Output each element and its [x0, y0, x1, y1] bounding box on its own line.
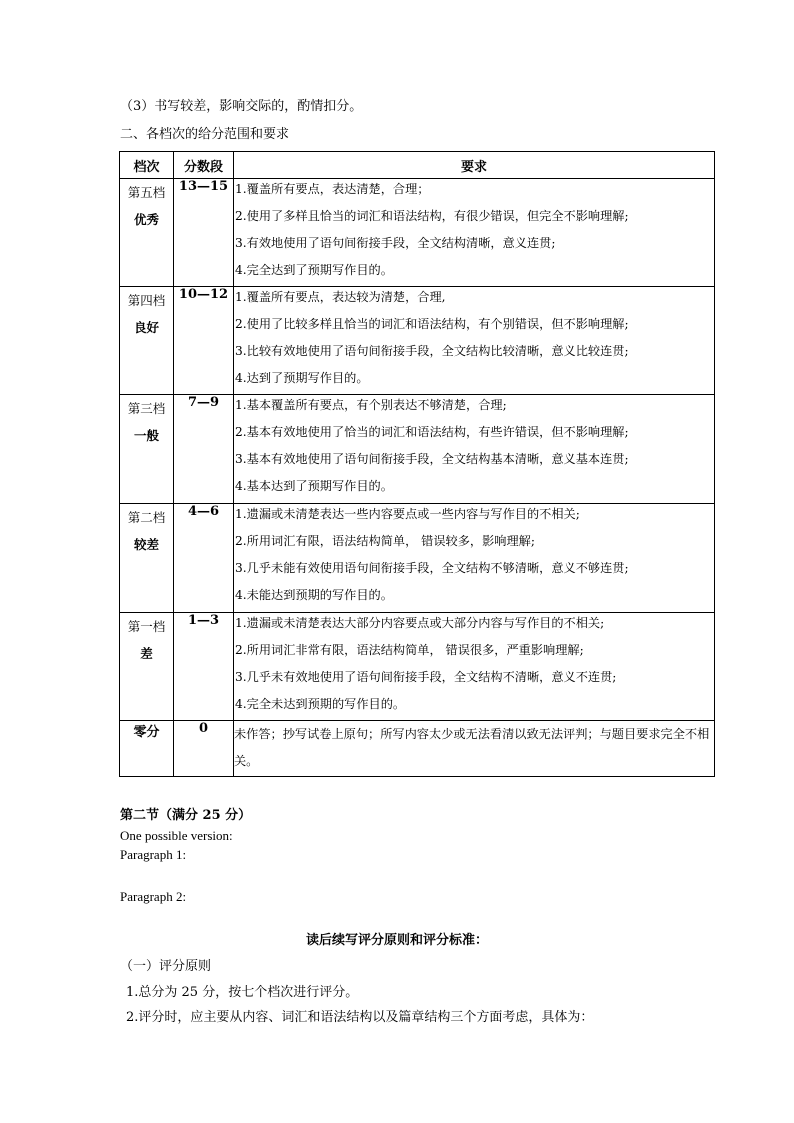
level-name: 第一档: [127, 619, 166, 634]
requirement-item: 2.基本有效地使用了恰当的词汇和语法结构，有些许错误，但不影响理解;: [235, 425, 629, 439]
requirement-item: 3.几乎未能有效使用语句间衔接手段，全文结构不够清晰，意义不够连贯;: [235, 561, 629, 575]
level-label: 一般: [133, 428, 159, 443]
requirement-item: 2.使用了比较多样且恰当的词汇和语法结构，有个别错误，但不影响理解;: [235, 317, 629, 331]
level-cell: [120, 395, 174, 504]
principle-2: 2.评分时，应主要从内容、词汇和语法结构以及篇章结构三个方面考虑，具体为：: [126, 1010, 594, 1025]
level-label: 较差: [133, 537, 159, 552]
requirements-cell: [234, 613, 715, 721]
table-row: [120, 395, 715, 504]
requirement-item: 3.几乎未有效地使用了语句间衔接手段，全文结构不清晰，意义不连贯;: [235, 670, 617, 684]
requirement-item: 未作答；抄写试卷上原句；所写内容太少或无法看清以致无法评判；与题目要求完全不相关。: [234, 721, 715, 777]
level-cell: [120, 179, 174, 287]
level-label: 差: [140, 646, 153, 661]
header-score: 分数段: [174, 152, 234, 179]
paragraph1-label: Paragraph 1:: [120, 847, 187, 862]
intro-note: （3）书写较差，影响交际的，酌情扣分。: [120, 99, 363, 114]
grading-table: [119, 151, 715, 777]
requirements-cell: [234, 504, 715, 613]
section-heading: 二、各档次的给分范围和要求: [120, 127, 290, 142]
score-range: 1—3: [187, 613, 220, 628]
level-name: 第二档: [127, 510, 166, 525]
table-row: [120, 179, 715, 287]
level-name: 第三档: [127, 401, 166, 416]
version-label: One possible version:: [120, 828, 233, 843]
requirement-item: 3.比较有效地使用了语句间衔接手段，全文结构比较清晰，意义比较连贯;: [235, 344, 629, 358]
table-header-row: [120, 152, 715, 179]
level-name: 零分: [120, 721, 174, 777]
paragraph2-label: Paragraph 2:: [120, 889, 187, 904]
table-row: [120, 504, 715, 613]
table-row-zero: [120, 721, 715, 777]
score-cell: [174, 287, 234, 395]
principles-heading: （一）评分原则: [120, 959, 212, 974]
requirement-item: 2.使用了多样且恰当的词汇和语法结构，有很少错误，但完全不影响理解;: [235, 209, 629, 223]
header-requirements: 要求: [234, 152, 715, 179]
score-cell: [174, 504, 234, 613]
requirement-item: 1.遗漏或未清楚表达一些内容要点或一些内容与写作目的不相关;: [235, 507, 580, 521]
score-range: 7—9: [187, 395, 220, 410]
score-cell: [174, 395, 234, 504]
level-cell: [120, 504, 174, 613]
header-level: 档次: [120, 152, 174, 179]
score-cell: [174, 613, 234, 721]
section2-title: 第二节（满分 25 分）: [120, 808, 252, 823]
requirement-item: 4.完全未达到预期的写作目的。: [235, 697, 406, 711]
requirements-cell: [234, 395, 715, 504]
score-range: 10—12: [178, 287, 229, 302]
requirement-item: 1.覆盖所有要点，表达清楚，合理；: [235, 182, 430, 196]
level-name: 第四档: [127, 293, 166, 308]
requirement-item: 2.所用词汇非常有限，语法结构简单， 错误很多，严重影响理解;: [235, 643, 584, 657]
requirement-item: 3.基本有效地使用了语句间衔接手段，全文结构基本清晰，意义基本连贯;: [235, 452, 629, 466]
requirement-item: 1.遗漏或未清楚表达大部分内容要点或大部分内容与写作目的不相关;: [235, 616, 605, 630]
criteria-title: 读后续写评分原则和评分标准：: [305, 933, 488, 948]
requirement-item: 4.基本达到了预期写作目的。: [235, 479, 393, 493]
score-range: 4—6: [187, 504, 220, 519]
level-label: 良好: [133, 320, 159, 335]
level-cell: [120, 287, 174, 395]
principle-1: 1.总分为 25 分，按七个档次进行评分。: [126, 985, 359, 1000]
requirements-cell: [234, 287, 715, 395]
requirement-item: 1.基本覆盖所有要点，有个别表达不够清楚，合理;: [235, 398, 507, 412]
level-label: 优秀: [133, 212, 159, 227]
requirement-item: 2.所用词汇有限，语法结构简单， 错误较多，影响理解;: [235, 534, 535, 548]
requirement-item: 3.有效地使用了语句间衔接手段，全文结构清晰，意义连贯;: [235, 236, 556, 250]
level-name: 第五档: [127, 185, 166, 200]
table-row: [120, 287, 715, 395]
table-row: [120, 613, 715, 721]
requirement-item: 4.完全达到了预期写作目的。: [235, 263, 393, 277]
requirements-cell: [234, 179, 715, 287]
requirement-item: 4.达到了预期写作目的。: [235, 371, 369, 385]
level-cell: [120, 613, 174, 721]
requirement-item: 4.未能达到预期的写作目的。: [235, 588, 393, 602]
score-cell: [174, 179, 234, 287]
score-range: 13—15: [178, 179, 229, 194]
score-range: 0: [174, 721, 234, 777]
requirement-item: 1.覆盖所有要点，表达较为清楚，合理,: [235, 290, 446, 304]
